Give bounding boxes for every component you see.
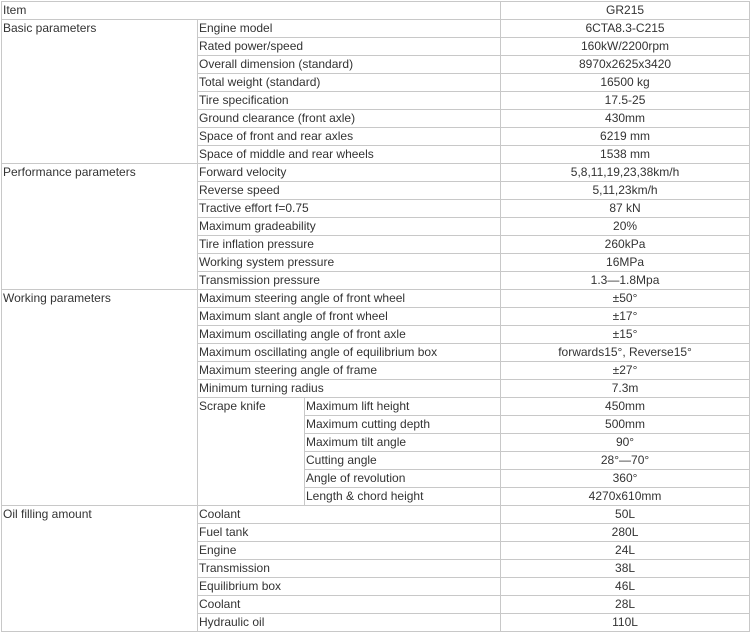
- param-name: Working system pressure: [198, 254, 501, 272]
- spec-table: [1, 1, 750, 632]
- param-name: Maximum lift height: [305, 398, 501, 416]
- header-model: GR215: [501, 2, 750, 20]
- table-row: [2, 290, 750, 308]
- param-value: 46L: [501, 578, 750, 596]
- group-label-oil: Oil filling amount: [2, 506, 198, 632]
- param-value: ±50°: [501, 290, 750, 308]
- group-label-basic: Basic parameters: [2, 20, 198, 164]
- param-value: forwards15°, Reverse15°: [501, 344, 750, 362]
- param-name: Maximum tilt angle: [305, 434, 501, 452]
- param-name: Maximum cutting depth: [305, 416, 501, 434]
- param-value: 24L: [501, 542, 750, 560]
- table-row: [2, 164, 750, 182]
- param-name: Tire specification: [198, 92, 501, 110]
- param-name: Cutting angle: [305, 452, 501, 470]
- param-value: 28°—70°: [501, 452, 750, 470]
- param-value: 5,8,11,19,23,38km/h: [501, 164, 750, 182]
- param-value: 450mm: [501, 398, 750, 416]
- param-value: ±17°: [501, 308, 750, 326]
- param-value: 1538 mm: [501, 146, 750, 164]
- param-name: Length & chord height: [305, 488, 501, 506]
- param-value: 500mm: [501, 416, 750, 434]
- param-name: Ground clearance (front axle): [198, 110, 501, 128]
- param-value: 430mm: [501, 110, 750, 128]
- header-row: [2, 2, 750, 20]
- param-name: Overall dimension (standard): [198, 56, 501, 74]
- param-name: Engine: [198, 542, 501, 560]
- group-label-working: Working parameters: [2, 290, 198, 506]
- param-value: 16500 kg: [501, 74, 750, 92]
- param-name: Tire inflation pressure: [198, 236, 501, 254]
- param-name: Maximum steering angle of front wheel: [198, 290, 501, 308]
- table-row: [2, 20, 750, 38]
- param-value: 5,11,23km/h: [501, 182, 750, 200]
- param-name: Minimum turning radius: [198, 380, 501, 398]
- param-value: 87 kN: [501, 200, 750, 218]
- param-name: Total weight (standard): [198, 74, 501, 92]
- param-value: 110L: [501, 614, 750, 632]
- param-value: 6219 mm: [501, 128, 750, 146]
- param-value: 90°: [501, 434, 750, 452]
- param-value: 20%: [501, 218, 750, 236]
- param-value: 280L: [501, 524, 750, 542]
- param-value: 28L: [501, 596, 750, 614]
- param-value: 1.3—1.8Mpa: [501, 272, 750, 290]
- param-name: Tractive effort f=0.75: [198, 200, 501, 218]
- param-name: Maximum slant angle of front wheel: [198, 308, 501, 326]
- param-name: Maximum oscillating angle of equilibrium box: [198, 344, 501, 362]
- subgroup-label-scrape-knife: Scrape knife: [198, 398, 305, 506]
- param-name: Reverse speed: [198, 182, 501, 200]
- param-name: Transmission: [198, 560, 501, 578]
- param-name: Coolant: [198, 506, 501, 524]
- param-name: Fuel tank: [198, 524, 501, 542]
- param-value: 17.5-25: [501, 92, 750, 110]
- header-item: Item: [2, 2, 501, 20]
- param-name: Rated power/speed: [198, 38, 501, 56]
- param-name: Forward velocity: [198, 164, 501, 182]
- param-value: 160kW/2200rpm: [501, 38, 750, 56]
- param-name: Transmission pressure: [198, 272, 501, 290]
- param-value: 260kPa: [501, 236, 750, 254]
- param-value: 16MPa: [501, 254, 750, 272]
- param-name: Hydraulic oil: [198, 614, 501, 632]
- param-name: Equilibrium box: [198, 578, 501, 596]
- param-value: 4270x610mm: [501, 488, 750, 506]
- param-value: ±15°: [501, 326, 750, 344]
- param-name: Space of front and rear axles: [198, 128, 501, 146]
- param-name: Space of middle and rear wheels: [198, 146, 501, 164]
- param-value: ±27°: [501, 362, 750, 380]
- param-value: 38L: [501, 560, 750, 578]
- param-value: 8970x2625x3420: [501, 56, 750, 74]
- param-name: Maximum steering angle of frame: [198, 362, 501, 380]
- param-name: Angle of revolution: [305, 470, 501, 488]
- param-name: Coolant: [198, 596, 501, 614]
- table-row: [2, 506, 750, 524]
- param-value: 6CTA8.3-C215: [501, 20, 750, 38]
- param-value: 7.3m: [501, 380, 750, 398]
- param-name: Maximum oscillating angle of front axle: [198, 326, 501, 344]
- param-name: Engine model: [198, 20, 501, 38]
- param-value: 360°: [501, 470, 750, 488]
- param-name: Maximum gradeability: [198, 218, 501, 236]
- group-label-performance: Performance parameters: [2, 164, 198, 290]
- param-value: 50L: [501, 506, 750, 524]
